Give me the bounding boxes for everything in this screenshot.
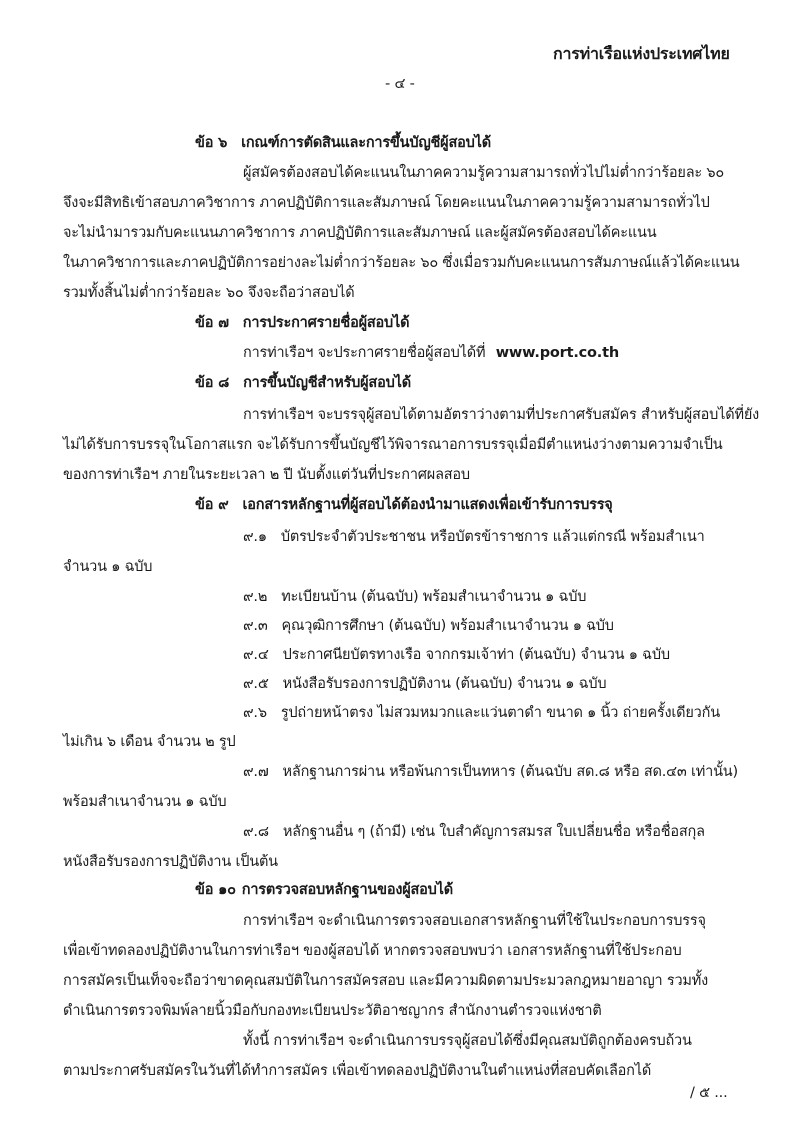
section-number: ข้อ ๙ — [195, 497, 229, 513]
list-item — [243, 527, 705, 547]
item-text: หลักฐานอื่น ๆ (ถ้ามี) เช่น ใบสำคัญการสมรส ใบเปลี่ยนชื่อ หรือชื่อสกุล — [282, 824, 705, 840]
organization-header: การท่าเรือแห่งประเทศไทย — [553, 44, 730, 63]
page-number: - ๔ - — [385, 76, 415, 92]
paragraph-line — [243, 343, 619, 363]
section-number: ข้อ ๗ — [195, 315, 229, 331]
list-item — [243, 587, 586, 607]
item-number: ๙.๕ — [243, 676, 269, 692]
item-number: ๙.๘ — [243, 824, 269, 840]
list-item-continuation: จำนวน ๑ ฉบับ — [63, 559, 153, 575]
list-item — [243, 616, 614, 636]
paragraph-line: การสมัครเป็นเท็จจะถือว่าขาดคุณสมบัติในการสมัครสอบ และมีความผิดตามประมวลกฎหมายอาญา รวมทั้ง — [63, 973, 709, 989]
paragraph-line: เพื่อเข้าทดลองปฏิบัติงานในการท่าเรือฯ ของผู้สอบได้ หากตรวจสอบพบว่า เอกสารหลักฐานที่ใช้ประกอบ — [63, 943, 682, 959]
section-number: ข้อ ๘ — [195, 375, 230, 391]
item-text: ทะเบียนบ้าน (ต้นฉบับ) พร้อมสำเนาจำนวน ๑ ฉบับ — [281, 589, 587, 605]
section-number: ข้อ ๑๐ — [195, 882, 236, 898]
section-title: การประกาศรายชื่อผู้สอบได้ — [242, 315, 410, 331]
announcement-text: การท่าเรือฯ จะประกาศรายชื่อผู้สอบได้ที่ — [243, 345, 486, 361]
list-item — [243, 762, 738, 782]
paragraph-line: ผู้สมัครต้องสอบได้คะแนนในภาคความรู้ความสามารถทั่วไปไม่ต่ำกว่าร้อยละ ๖๐ — [243, 165, 725, 181]
item-number: ๙.๔ — [243, 647, 269, 663]
item-number: ๙.๓ — [243, 618, 268, 634]
list-item-continuation: หนังสือรับรองการปฏิบัติงาน เป็นต้น — [63, 854, 278, 870]
section-9-heading — [195, 495, 613, 515]
section-6-heading — [195, 133, 491, 153]
item-text: ประกาศนียบัตรทางเรือ จากกรมเจ้าท่า (ต้นฉบับ) จำนวน ๑ ฉบับ — [282, 647, 670, 663]
item-text: หลักฐานการผ่าน หรือพ้นการเป็นทหาร (ต้นฉบับ สด.๘ หรือ สด.๔๓ เท่านั้น) — [282, 764, 738, 780]
item-text: รูปถ่ายหน้าตรง ไม่สวมหมวกและแว่นตาดำ ขนาด ๑ นิ้ว ถ่ายครั้งเดียวกัน — [280, 705, 720, 721]
section-10-heading — [195, 880, 453, 900]
paragraph-line: รวมทั้งสิ้นไม่ต่ำกว่าร้อยละ ๖๐ จึงจะถือว่าสอบได้ — [63, 285, 355, 301]
section-title: การตรวจสอบหลักฐานของผู้สอบได้ — [241, 882, 453, 898]
paragraph-line: ทั้งนี้ การท่าเรือฯ จะดำเนินการบรรจุผู้สอบได้ซึ่งมีคุณสมบัติถูกต้องครบถ้วน — [243, 1033, 692, 1049]
section-7-heading — [195, 313, 409, 333]
list-item-continuation: ไม่เกิน ๖ เดือน จำนวน ๒ รูป — [63, 734, 236, 750]
paragraph-line: ในภาควิชาการและภาคปฏิบัติการอย่างละไม่ต่ำกว่าร้อยละ ๖๐ ซึ่งเมื่อรวมกับคะแนนการสัมภาษณ์แล้วได้คะแนน — [63, 255, 740, 271]
section-number: ข้อ ๖ — [195, 135, 228, 151]
continuation-marker: / ๕ ... — [690, 1085, 728, 1101]
item-text: หนังสือรับรองการปฏิบัติงาน (ต้นฉบับ) จำนวน ๑ ฉบับ — [282, 676, 607, 692]
item-number: ๙.๑ — [243, 529, 267, 545]
paragraph-line: ดำเนินการตรวจพิมพ์ลายนิ้วมือกับกองทะเบียนประวัติอาชญากร สำนักงานตำรวจแห่งชาติ — [63, 1003, 602, 1019]
paragraph-line: ไม่ได้รับการบรรจุในโอกาสแรก จะได้รับการขึ้นบัญชีไว้พิจารณาอการบรรจุเมื่อมีตำแหน่งว่างตามความจำเป็น — [63, 437, 723, 453]
paragraph-line: จะไม่นำมารวมกับคะแนนภาควิชาการ ภาคปฏิบัติการและสัมภาษณ์ และผู้สมัครต้องสอบได้คะแนน — [63, 225, 657, 241]
paragraph-line: ของการท่าเรือฯ ภายในระยะเวลา ๒ ปี นับตั้งแต่วันที่ประกาศผลสอบ — [63, 467, 470, 483]
website-link[interactable]: www.port.co.th — [495, 345, 619, 361]
paragraph-line: การท่าเรือฯ จะดำเนินการตรวจสอบเอกสารหลักฐานที่ใช้ในประกอบการบรรจุ — [243, 913, 706, 929]
paragraph-line: การท่าเรือฯ จะบรรจุผู้สอบได้ตามอัตราว่างตามที่ประกาศรับสมัคร สำหรับผู้สอบได้ที่ยัง — [243, 407, 760, 423]
item-text: คุณวุฒิการศึกษา (ต้นฉบับ) พร้อมสำเนาจำนวน ๑ ฉบับ — [281, 618, 614, 634]
section-8-heading — [195, 373, 411, 393]
section-title: เอกสารหลักฐานที่ผู้สอบได้ต้องนำมาแสดงเพื่อเข้ารับการบรรจุ — [242, 497, 613, 513]
section-title: เกณฑ์การตัดสินและการขึ้นบัญชีผู้สอบได้ — [241, 135, 491, 151]
item-number: ๙.๖ — [243, 705, 267, 721]
section-title: การขึ้นบัญชีสำหรับผู้สอบได้ — [243, 375, 411, 391]
list-item — [243, 674, 606, 694]
item-number: ๙.๒ — [243, 589, 268, 605]
paragraph-line: ตามประกาศรับสมัครในวันที่ได้ทำการสมัคร เพื่อเข้าทดลองปฏิบัติงานในตำแหน่งที่สอบคัดเลือกได้ — [63, 1063, 652, 1079]
list-item — [243, 822, 705, 842]
list-item — [243, 703, 720, 723]
item-number: ๙.๗ — [243, 764, 269, 780]
list-item — [243, 645, 670, 665]
list-item-continuation: พร้อมสำเนาจำนวน ๑ ฉบับ — [63, 794, 227, 810]
paragraph-line: จึงจะมีสิทธิเข้าสอบภาควิชาการ ภาคปฏิบัติการและสัมภาษณ์ โดยคะแนนในภาคความรู้ความสามารถทั่วไป — [63, 195, 710, 211]
item-text: บัตรประจำตัวประชาชน หรือบัตรข้าราชการ แล้วแต่กรณี พร้อมสำเนา — [280, 529, 705, 545]
